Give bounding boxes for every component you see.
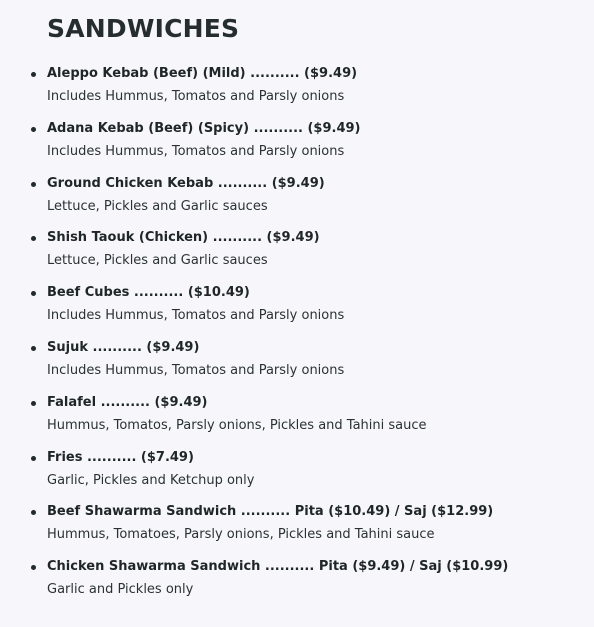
menu-item-title: Sujuk .......... ($9.49) <box>47 339 200 355</box>
bullet-icon <box>31 182 36 187</box>
menu-item-title: Fries .......... ($7.49) <box>47 449 194 465</box>
menu-item <box>0 338 594 393</box>
bullet-icon <box>31 127 36 132</box>
menu-item-title: Falafel .......... ($9.49) <box>47 394 208 410</box>
menu-item-description: Includes Hummus, Tomatos and Parsly onions <box>47 362 345 378</box>
menu-item-description: Includes Hummus, Tomatos and Parsly onions <box>47 308 345 324</box>
bullet-icon <box>31 291 36 296</box>
menu-item <box>0 502 594 557</box>
bullet-icon <box>31 456 36 461</box>
menu-item-description: Includes Hummus, Tomatos and Parsly onions <box>47 143 345 159</box>
bullet-icon <box>31 401 36 406</box>
bullet-icon <box>31 565 36 570</box>
menu-item <box>0 448 594 503</box>
bullet-icon <box>31 346 36 351</box>
menu-item <box>0 393 594 448</box>
menu-item-title: Aleppo Kebab (Beef) (Mild) .......... ($9.49) <box>47 66 358 81</box>
menu-item-title: Chicken Shawarma Sandwich .......... Pita ($9.49) / Saj ($10.99) <box>47 559 509 575</box>
menu-item-description: Hummus, Tomatoes, Parsly onions, Pickles and Tahini sauce <box>47 527 435 543</box>
menu-item-description: Lettuce, Pickles and Garlic sauces <box>47 253 268 269</box>
menu-item-title: Ground Chicken Kebab .......... ($9.49) <box>47 175 325 191</box>
menu-item <box>0 228 594 283</box>
menu-item-description: Lettuce, Pickles and Garlic sauces <box>47 198 268 214</box>
menu-item-description: Hummus, Tomatos, Parsly onions, Pickles and Tahini sauce <box>47 417 427 433</box>
menu-item <box>0 119 594 174</box>
menu-item-title: Beef Shawarma Sandwich .......... Pita ($10.49) / Saj ($12.99) <box>47 504 494 520</box>
menu-item-list <box>0 64 594 612</box>
menu-item-description: Garlic and Pickles only <box>47 582 194 598</box>
menu-item <box>0 283 594 338</box>
bullet-icon <box>31 72 36 77</box>
bullet-icon <box>31 236 36 241</box>
menu-item-title: Adana Kebab (Beef) (Spicy) .......... ($9.49) <box>47 120 361 136</box>
section-title: SANDWICHES <box>47 14 240 43</box>
bullet-icon <box>31 510 36 515</box>
menu-item <box>0 174 594 229</box>
menu-item-description: Garlic, Pickles and Ketchup only <box>47 472 255 488</box>
menu-item <box>0 64 594 119</box>
menu-item-title: Shish Taouk (Chicken) .......... ($9.49) <box>47 230 320 246</box>
menu-item-description: Includes Hummus, Tomatos and Parsly onions <box>47 89 345 104</box>
menu-item-title: Beef Cubes .......... ($10.49) <box>47 285 250 301</box>
menu-item <box>0 557 594 612</box>
